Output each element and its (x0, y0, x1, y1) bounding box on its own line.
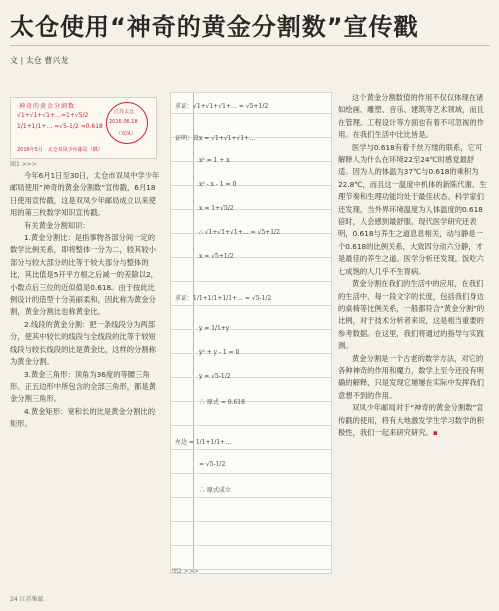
notebook-ruled-line (171, 545, 331, 546)
notebook-ruled-line (171, 305, 331, 306)
stamp-bottom-text: 2016年5月 · 太仓双凤少年邮局（戳） (17, 147, 103, 153)
notebook-ruled-line (171, 257, 331, 258)
paragraph: 黄金分割是一个古老的数学方法，对它的各种神奇的作用和魔力，数学上至今还没有明确的解释，只是发现它屡屡在实际中发挥我们意想不到的作用。 (338, 353, 484, 400)
notebook-ruled-line (171, 521, 331, 522)
paragraph: 这个黄金分割数值的作用不仅仅体现在诸如绘画、雕塑、音乐、建筑等艺术领域，而且在管理、工程设计等方面也有着不可忽视的作用。在我们生活中比比皆是。 (338, 93, 484, 140)
figure2-handwritten-proof-image (170, 92, 332, 574)
author-separator: | (20, 56, 24, 65)
proof-line: y = √5-1/2 (199, 373, 231, 380)
proof-line: x = 1+√5/2 (199, 205, 234, 212)
proof-line: 求证：√1+√1+√1+… = √5+1/2 (175, 103, 269, 110)
paragraph (338, 402, 488, 439)
proof-line: y = 1/1+y (199, 325, 230, 332)
author-line (10, 55, 68, 66)
notebook-margin-line (193, 93, 194, 573)
paragraph: 2.线段的黄金分割：把一条线段分为两部分，使其中较长的线段与全线段的比等于较短线段与较长线段的比是黄金比，这样的分割称为黄金分割。 (10, 319, 156, 367)
notebook-ruled-line (171, 473, 331, 474)
proof-line: x = √5+1/2 (199, 253, 234, 260)
stamp-heading: 神奇的黄金分割数 (19, 103, 76, 110)
paragraph: 4.黄金矩形：宽和长的比是黄金分割比的矩形。 (10, 406, 156, 429)
notebook-ruled-line (171, 113, 331, 114)
end-of-article-mark: ▪ (432, 427, 438, 437)
right-column (338, 92, 488, 439)
notebook-ruled-line (171, 209, 331, 210)
figure1-postmark-image (10, 97, 157, 159)
author-names: 太仓 曹兴龙 (25, 56, 69, 65)
left-column (10, 170, 160, 431)
notebook-ruled-line (171, 449, 331, 450)
notebook-ruled-line (171, 401, 331, 402)
paragraph: 1.黄金分割比：是指事物各部分间一定的数学比例关系，即将整体一分为二，较其较小部分与较大部分的比等于较大部分与整体的比，其比值是5开平方根之后减一的差除以2，小数点后三位的近似值是0.618。由于按此比例设计的造型十分美丽柔和，因此称为黄金分割，黄金分割比也称黄金比。 (10, 233, 158, 317)
postmark-seal (106, 102, 148, 144)
article-title: 太仓使用“神奇的黄金分割数”宣传戳 (10, 13, 419, 41)
seal-top-text: 江苏太仓 (114, 109, 135, 115)
figure2-caption: 图2 >>> (172, 568, 199, 575)
seal-date: 2016.06.18 (109, 119, 138, 125)
paragraph: 3.黄金三角形：顶角为36度的等腰三角形。正五边形中所包含的全部三角形，都是黄金分割三角形。 (10, 369, 156, 404)
notebook-ruled-line (171, 329, 331, 330)
page-footer: 24 江苏集邮 (10, 596, 44, 603)
notebook-ruled-line (171, 161, 331, 162)
seal-bottom-text: （双凤） (116, 131, 137, 137)
proof-line: x² = 1 + x (199, 157, 230, 164)
proof-line: ∴ 原式成立 (199, 487, 231, 494)
proof-line: 求证：1/1+1/1+1/1+… = √5-1/2 (175, 295, 272, 302)
paragraph: 黄金分割在我们的生活中的应用，在我们的生活中，每一段文字的长度，包括我们身边的桌椅等比例关系，一般都符合“黄金分割”的比例，对于技术分析者来说，这是相当重要的参考数据。在这里，我们将通过的指导与实践测。 (338, 279, 485, 351)
notebook-ruled-line (171, 377, 331, 378)
notebook-ruled-line (171, 185, 331, 186)
proof-line: x² - x - 1 = 0 (199, 181, 237, 188)
proof-line: ∴ √1+√1+√1+… = √5+1/2 (199, 229, 280, 236)
proof-line: ∴ 原式 ≈ 0.618 (199, 399, 245, 406)
paragraph: 今年6月1日至30日，太仓市双凤中学少年邮局使用“神奇的黄金分割数”宣传戳，6月18日使用宣传戳，这是双凤少年邮局成立以来使用的第三枚数学知识宣传戳。 (10, 171, 160, 218)
paragraph: 有关黄金分割知识： (24, 220, 90, 230)
proof-line: = √5-1/2 (199, 461, 226, 468)
notebook-ruled-line (171, 353, 331, 354)
stamp-equation-2: 1/1+1/1+… =√5-1/2 ≈0.618 (17, 123, 103, 130)
title-divider (10, 45, 490, 46)
paragraph-text: 双凤少年邮局对于“神奇的黄金分割数”宣传戳的使用，将有大地激发学生学习数学的积极性，我们一起来研究研究。 (338, 403, 484, 437)
proof-line: 左边 = 1/1+1/1+… (175, 439, 232, 446)
figure1-caption: 图1 >>> (10, 161, 37, 168)
notebook-ruled-line (171, 497, 331, 498)
notebook-ruled-line (171, 281, 331, 282)
proof-line: y² + y - 1 = 0 (199, 349, 240, 356)
paragraph: 医学与0.618有着千丝万缕的联系，它可解释人为什么在环境22至24℃时感觉最舒适。因为人的体温为37℃与0.618的乘积为22.8℃，而且这一温度中机体的新陈代谢、生理节奏和生理功能均处于最佳状态。科学家们还发现，当外界环境温度为人体温度的0.618倍时，人会感到最舒服。现代医学研究还表明，0.618与养生之道息息相关，动与静是一个0.618的比例关系，大致四分动六分静，才是最佳的养生之道。医学分析还发现，饭吃六七成饱的人几乎不生胃病。 (338, 142, 487, 276)
notebook-ruled-line (171, 425, 331, 426)
proof-line: 证明：设x = √1+√1+√1+… (175, 135, 256, 142)
stamp-equation-1: √1+√1+√1+…=1+√5/2 (17, 112, 89, 119)
author-prefix: 文 (10, 56, 18, 65)
